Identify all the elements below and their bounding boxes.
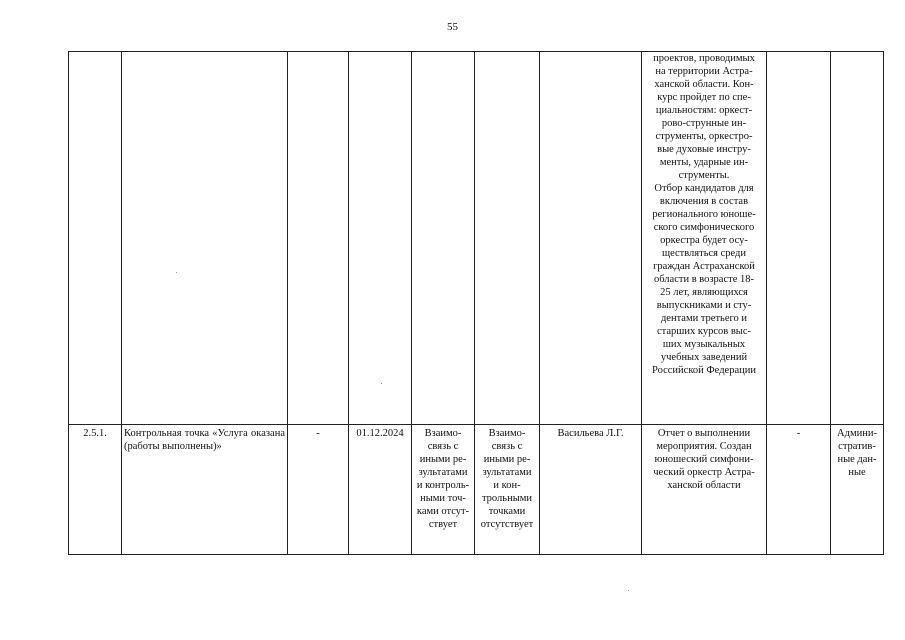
- cell-empty: [475, 52, 540, 425]
- cell-predecessors: Взаимо- связь с иными ре- зультатами и контроль- ными точ- ками отсут- ствует: [412, 425, 475, 555]
- cell-result-continuation: проектов, проводимых на территории Астра- ханской области. Кон- курс пройдет по спе- циальностям: оркест- рово-струнные ин- струменты, оркестро- вые духовые инстру- менты, ударные ин- струменты. Отбор кандидатов для включения в состав регионального юноше- ского симфонического оркестра будет осу- ществляться среди граждан Астраханской области в возрасте 18- 25 лет, являющихся выпускниками и сту- дентами третьего и старших курсов выс- ших музыкальных учебных заведений Российской Федерации: [642, 52, 767, 425]
- cell-empty: [288, 52, 349, 425]
- cell-empty: [69, 52, 122, 425]
- cell-empty: [540, 52, 642, 425]
- cell-name: Контрольная точка «Услуга оказана (работы выполнены)»: [122, 425, 288, 555]
- scan-speck: [628, 590, 629, 591]
- cell-empty: [122, 52, 288, 425]
- page-number: 55: [447, 21, 458, 33]
- cell-empty: [767, 52, 831, 425]
- table-row-continuation: [69, 52, 884, 425]
- cell-data-type: Админи- стратив- ные дан- ные: [831, 425, 884, 555]
- cell-info-system: -: [767, 425, 831, 555]
- cell-start-date: -: [288, 425, 349, 555]
- cell-empty: [831, 52, 884, 425]
- table-row-control-point: [69, 425, 884, 555]
- cell-responsible: Васильева Л.Г.: [540, 425, 642, 555]
- cell-number: 2.5.1.: [69, 425, 122, 555]
- scan-speck: [176, 272, 177, 273]
- cell-empty: [412, 52, 475, 425]
- cell-empty: [349, 52, 412, 425]
- cell-end-date: 01.12.2024: [349, 425, 412, 555]
- control-points-table: [68, 51, 884, 555]
- cell-result: Отчет о выполнении мероприятия. Создан юношеский симфони- ческий оркестр Астра- ханской области: [642, 425, 767, 555]
- scan-speck: [381, 383, 382, 384]
- cell-successors: Взаимо- связь с иными ре- зультатами и кон- трольными точками отсутствует: [475, 425, 540, 555]
